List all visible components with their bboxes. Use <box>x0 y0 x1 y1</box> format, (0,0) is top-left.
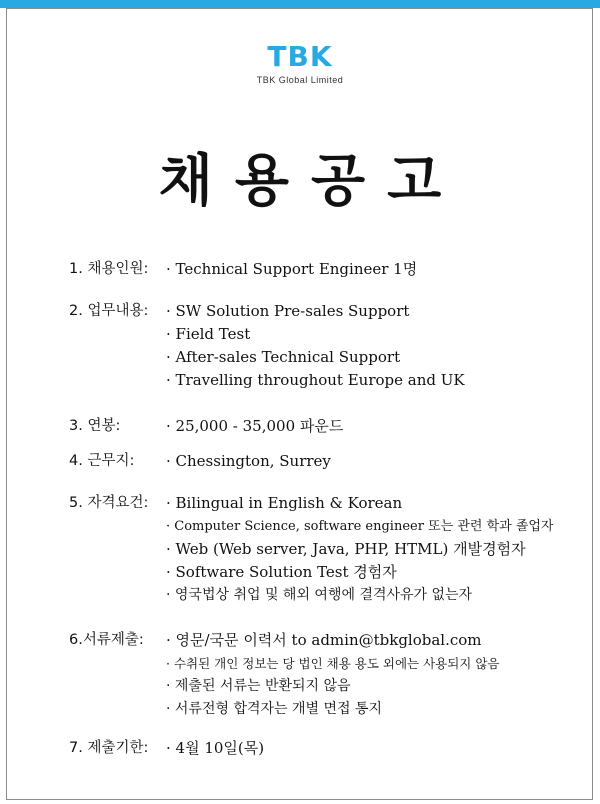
section-label: 1. 채용인원: <box>69 261 149 277</box>
list-item: · After-sales Technical Support <box>166 348 401 366</box>
list-item: · 영문/국문 이력서 to admin@tbkglobal.com <box>166 631 482 649</box>
section-label: 2. 업무내용: <box>69 303 149 319</box>
list-item: · SW Solution Pre-sales Support <box>166 302 410 320</box>
page-title: 채용공고 <box>158 149 464 214</box>
list-item: · Computer Science, software engineer 또는 관련 학과 졸업자 <box>166 519 554 534</box>
list-item: · 수취된 개인 정보는 당 법인 채용 용도 외에는 사용되지 않음 <box>166 656 500 671</box>
company-name: TBK Global Limited <box>256 75 344 85</box>
top-accent-bar <box>0 0 600 8</box>
list-item: · Field Test <box>166 325 251 343</box>
section-label: 6.서류제출: <box>69 632 144 648</box>
section-label: 3. 연봉: <box>69 418 121 434</box>
list-item: · Software Solution Test 경험자 <box>166 563 397 581</box>
section-label: 5. 자격요건: <box>69 495 149 511</box>
list-item: · 4월 10일(목) <box>166 739 265 757</box>
company-logo: TBK <box>267 40 333 73</box>
list-item: · 제출된 서류는 반환되지 않음 <box>166 678 351 694</box>
list-item: · 서류전형 합격자는 개별 면접 통지 <box>166 701 383 717</box>
list-item: · Travelling throughout Europe and UK <box>166 371 465 389</box>
list-item: · 25,000 - 35,000 파운드 <box>166 417 344 435</box>
list-item: · 영국법상 취업 및 해외 여행에 결격사유가 없는자 <box>166 587 473 603</box>
list-item: · Web (Web server, Java, PHP, HTML) 개발경험자 <box>166 540 526 558</box>
list-item: · Technical Support Engineer 1명 <box>166 260 418 278</box>
list-item: · Chessington, Surrey <box>166 452 331 470</box>
section-label: 7. 제출기한: <box>69 740 149 756</box>
list-item: · Bilingual in English & Korean <box>166 494 403 512</box>
section-label: 4. 근무지: <box>69 453 135 469</box>
